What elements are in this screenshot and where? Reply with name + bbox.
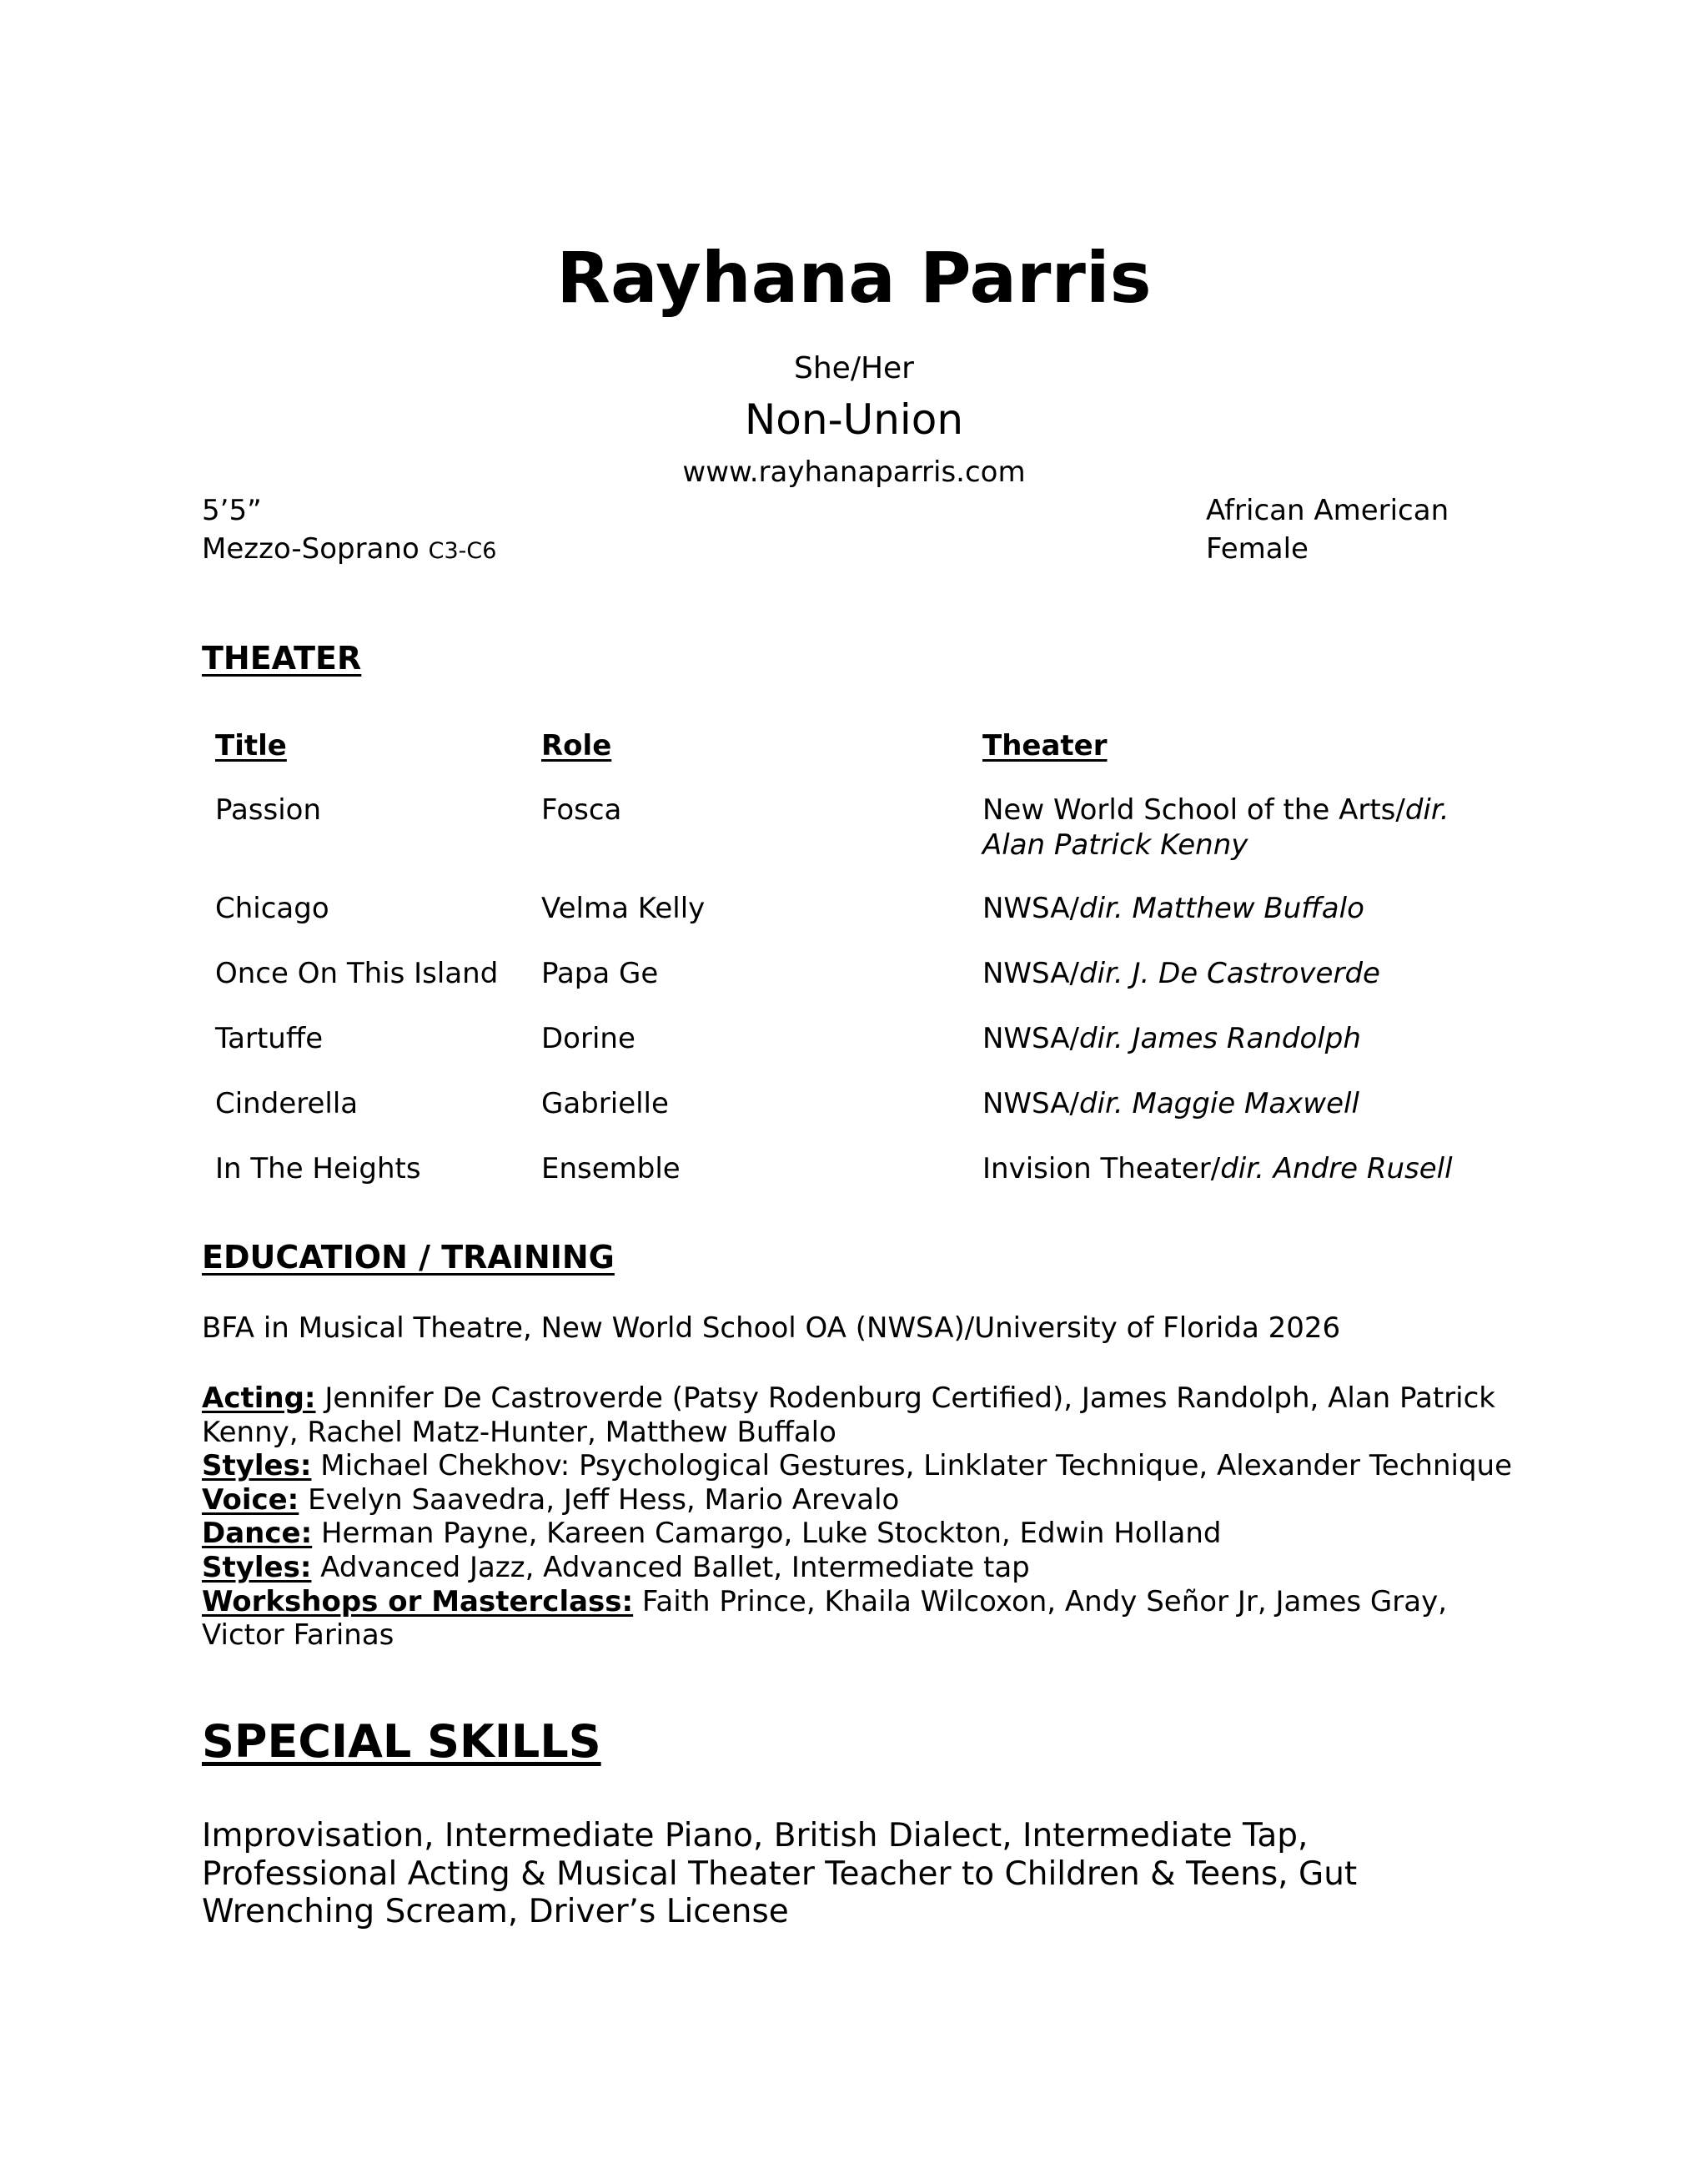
skills-heading: SPECIAL SKILLS [202, 1715, 601, 1768]
credit-title: Tartuffe [215, 1022, 324, 1055]
theater-heading: THEATER [202, 640, 362, 677]
training-label: Styles: [202, 1550, 312, 1584]
website-link[interactable]: www.rayhanaparris.com [682, 455, 1026, 489]
training-label: Dance: [202, 1517, 313, 1551]
training-text: Jennifer De Castroverde (Patsy Rodenburg Certified), James Randolph, Alan Patrick Kenny, Rachel Matz-Hunter, Matthew Buffalo [202, 1381, 1495, 1449]
credit-role: Fosca [541, 793, 622, 827]
vocal-range: C3-C6 [428, 538, 497, 564]
credit-director: dir. Alan Patrick Kenny [982, 793, 1449, 862]
credit-title: In The Heights [215, 1152, 421, 1185]
credit-director: dir. J. De Castroverde [1078, 957, 1380, 990]
credit-title: Once On This Island [215, 957, 499, 990]
degree-line: BFA in Musical Theatre, New World School OA (NWSA)/University of Florida 2026 [202, 1311, 1341, 1345]
union-status: Non-Union [744, 395, 964, 444]
training-list [202, 1381, 1520, 1653]
column-header-role: Role [541, 729, 612, 762]
training-label: Styles: [202, 1449, 312, 1483]
credit-theater [982, 793, 1500, 863]
credit-director: dir. Andre Rusell [1220, 1152, 1453, 1185]
height-stat: 5’5” [202, 494, 262, 527]
training-text: Evelyn Saavedra, Jeff Hess, Mario Arevalo [299, 1482, 900, 1517]
credit-venue: NWSA/ [982, 892, 1079, 925]
credit-role: Gabrielle [541, 1087, 669, 1120]
credit-theater [982, 956, 1380, 991]
credit-role: Papa Ge [541, 957, 659, 990]
voice-type: Mezzo-Soprano [202, 532, 419, 566]
training-text: Herman Payne, Kareen Camargo, Luke Stockton, Edwin Holland [312, 1517, 1222, 1551]
credit-venue: New World School of the Arts/ [982, 793, 1405, 827]
training-item [202, 1449, 1520, 1483]
credit-title: Chicago [215, 892, 329, 925]
credit-director: dir. Matthew Buffalo [1078, 892, 1364, 925]
training-item [202, 1585, 1520, 1653]
credit-director: dir. Maggie Maxwell [1078, 1087, 1359, 1120]
credit-venue: NWSA/ [982, 1022, 1079, 1055]
training-label: Voice: [202, 1482, 299, 1517]
education-heading: EDUCATION / TRAINING [202, 1239, 615, 1276]
credit-director: dir. James Randolph [1078, 1022, 1361, 1055]
ethnicity-stat: African American [1206, 494, 1449, 527]
training-item [202, 1517, 1520, 1551]
credit-theater [982, 1151, 1453, 1186]
training-item [202, 1551, 1520, 1585]
training-text: Advanced Jazz, Advanced Ballet, Intermediate tap [311, 1550, 1030, 1584]
pronouns: She/Her [794, 351, 914, 385]
credit-venue: NWSA/ [982, 957, 1079, 990]
credit-title: Cinderella [215, 1087, 359, 1120]
training-text: Michael Chekhov: Psychological Gestures, Linklater Technique, Alexander Technique [311, 1449, 1513, 1483]
credit-role: Dorine [541, 1022, 635, 1055]
credit-theater [982, 1086, 1359, 1121]
voice-stat [202, 531, 496, 570]
credit-role: Velma Kelly [541, 892, 706, 925]
column-header-theater: Theater [982, 729, 1108, 762]
training-label: Acting: [202, 1381, 316, 1415]
training-item [202, 1483, 1520, 1517]
credit-theater [982, 1021, 1361, 1056]
credit-title: Passion [215, 793, 322, 827]
skills-text: Improvisation, Intermediate Piano, British Dialect, Intermediate Tap, Professional Acting & Musical Theater Teacher to Children & Teens, Gut Wrenching Scream, Driver’s License [202, 1817, 1358, 1930]
training-item [202, 1381, 1520, 1449]
performer-name: Rayhana Parris [556, 237, 1152, 319]
credit-venue: NWSA/ [982, 1087, 1079, 1120]
credit-venue: Invision Theater/ [982, 1152, 1221, 1185]
training-label: Workshops or Masterclass: [202, 1584, 634, 1618]
column-header-title: Title [215, 729, 287, 762]
credit-theater [982, 891, 1364, 926]
training-text: Faith Prince, Khaila Wilcoxon, Andy Señor Jr, James Gray, Victor Farinas [202, 1584, 1447, 1653]
credit-role: Ensemble [541, 1152, 681, 1185]
gender-stat: Female [1206, 532, 1309, 566]
